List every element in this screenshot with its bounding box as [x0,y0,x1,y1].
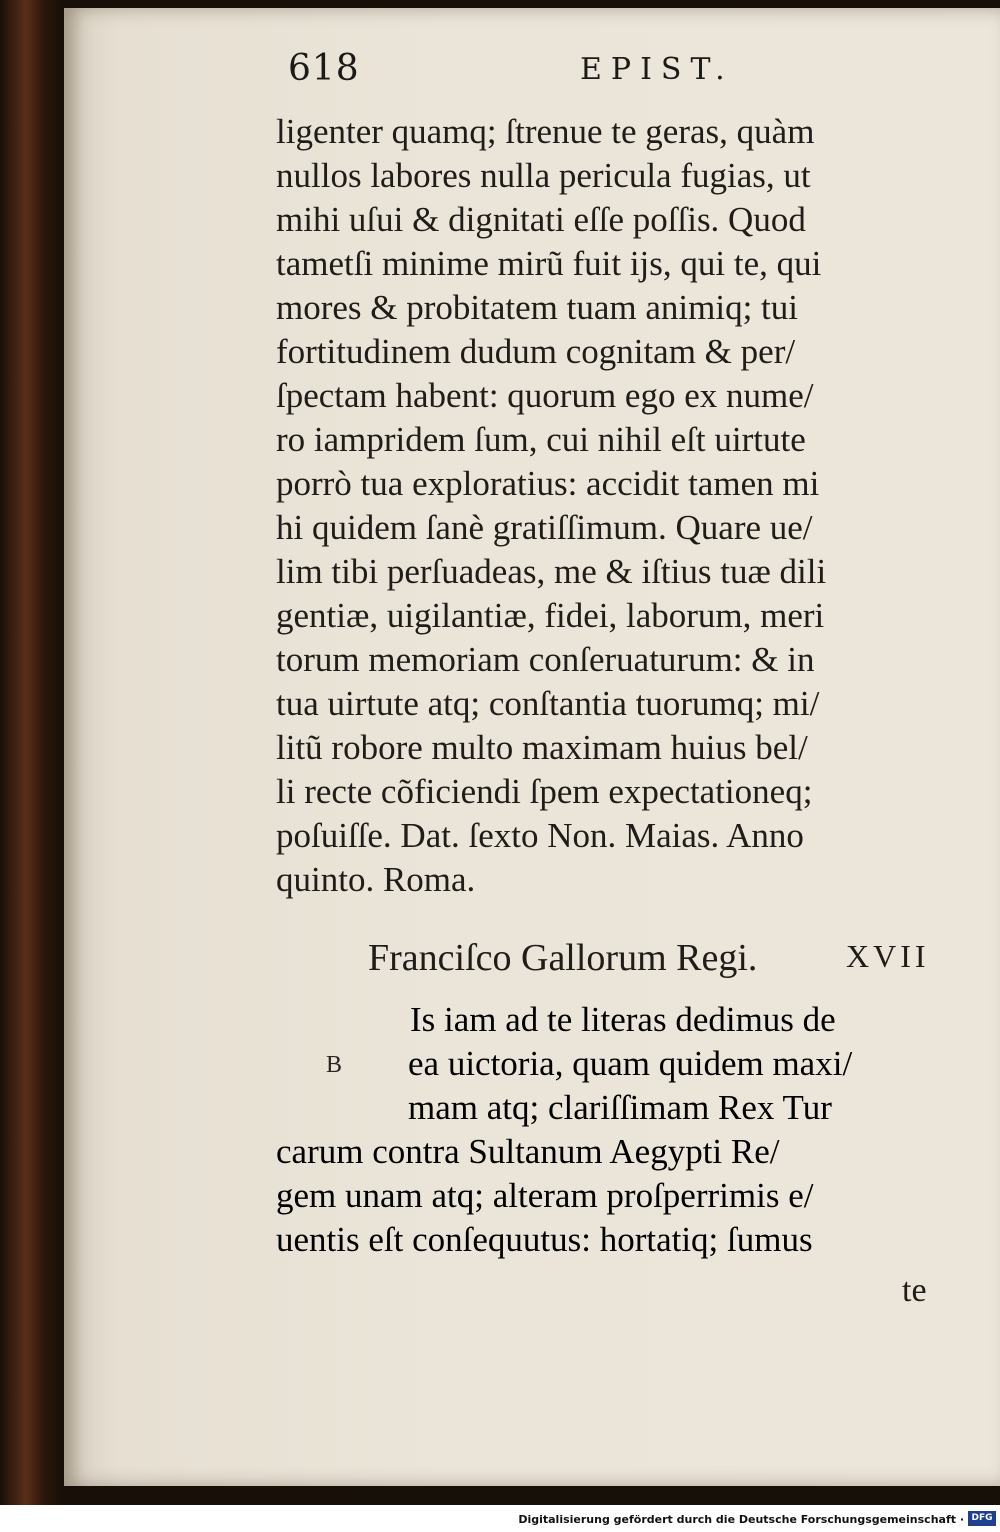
letter-number: XVII [846,938,930,974]
text-line: torum memoriam conſeruaturum: & in [276,640,815,679]
text-line: nullos labores nulla pericula fugias, ut [276,156,811,195]
text-line: ro iampridem ſum, cui nihil eſt uirtute [276,420,806,459]
letter-line: Is iam ad te literas dedimus de [410,1000,836,1039]
text-line: ligenter quamq; ſtrenue te geras, quàm [276,112,815,151]
letter-line: carum contra Sultanum Aegypti Re/ [276,1132,780,1171]
text-line: poſuiſſe. Dat. ſexto Non. Maias. Anno [276,816,804,855]
text-line: li recte cõficiendi ſpem expectationeq; [276,772,813,811]
catchword: te [902,1272,927,1309]
text-line: fortitudinem dudum cognitam & per/ [276,332,796,371]
letter-line: mam atq; clariſſimam Rex Tur [408,1088,832,1127]
letter-line: uentis eſt conſequutus: hortatiq; ſumus [276,1220,813,1259]
footer-bar [0,1505,1000,1532]
running-head: EPIST. [580,52,734,87]
text-line: hi quidem ſanè gratiſſimum. Quare ue/ [276,508,813,547]
text-line: lim tibi perſuadeas, me & iſtius tuæ dili [276,552,827,591]
text-line: gentiæ, uigilantiæ, fidei, laborum, meri [276,596,825,635]
text-line: litũ robore multo maximam huius bel/ [276,728,808,767]
text-line: quinto. Roma. [276,860,476,899]
text-line: tua uirtute atq; conſtantia tuorumq; mi/ [276,684,820,723]
text-line: porrò tua exploratius: accidit tamen mi [276,464,820,503]
letter-line: gem unam atq; alteram proſperrimis e/ [276,1176,814,1215]
page-header [0,48,1000,96]
text-line: tametſi minime mirũ fuit ijs, qui te, qui [276,244,822,283]
text-line: ſpectam habent: quorum ego ex nume/ [276,376,814,415]
text-line: mihi uſui & dignitati eſſe poſſis. Quod [276,200,806,239]
text-line: mores & probitatem tuam animiq; tui [276,288,798,327]
page-number: 618 [288,48,360,89]
letter-line: ea uictoria, quam quidem maxi/ [408,1044,853,1083]
letter-heading: Franciſco Gallorum Regi. [368,937,758,979]
margin-letter: B [326,1052,343,1078]
funding-credit: Digitalisierung gefördert durch die Deutsche Forschungsgemeinschaft · [518,1513,964,1526]
dfg-logo: DFG [968,1511,996,1526]
